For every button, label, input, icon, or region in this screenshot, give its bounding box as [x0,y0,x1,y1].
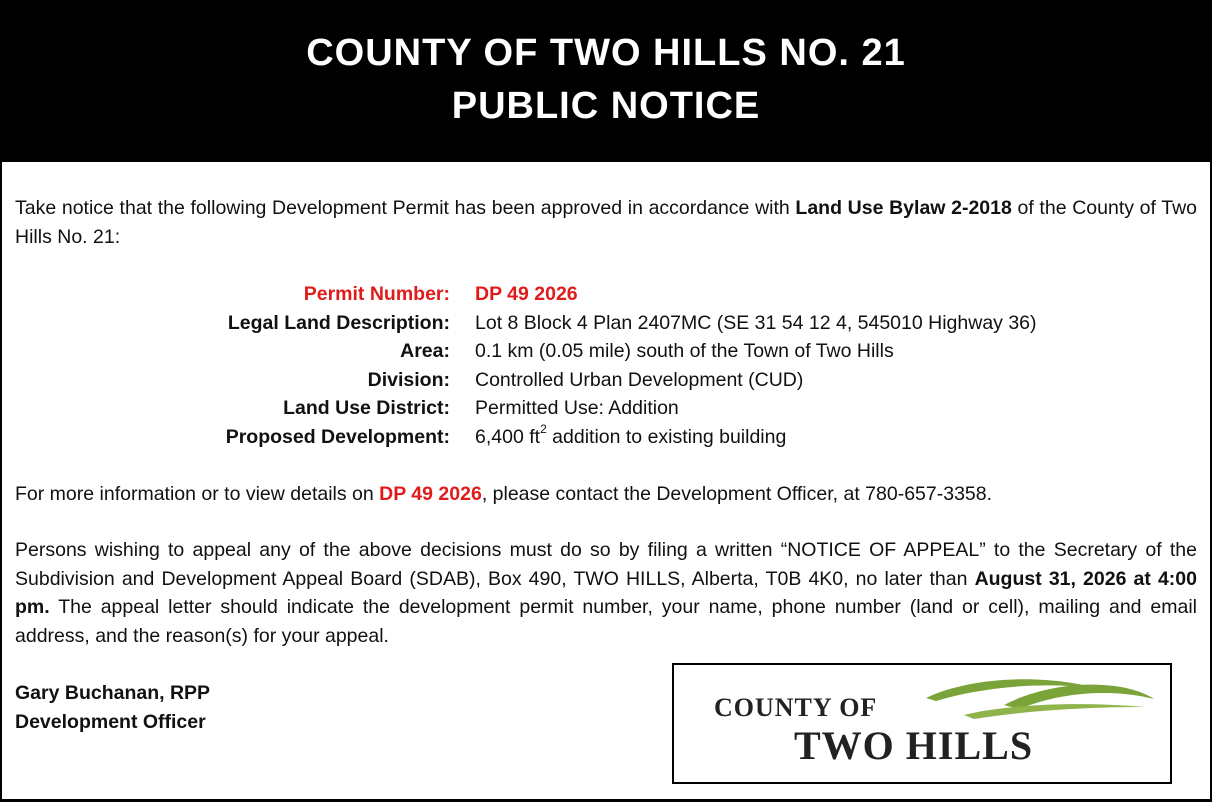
division-value: Controlled Urban Development (CUD) [475,368,804,391]
proposed-development-label: Proposed Development: [225,425,450,448]
proposed-description: addition to existing building [546,425,787,448]
notice-header [0,0,1212,162]
logo-county-of: COUNTY OF [714,693,878,722]
intro-text-1: Take notice that the following Development Permit has been approved in accordance with [15,197,796,219]
header-subtitle: PUBLIC NOTICE [451,85,761,127]
intro-paragraph [15,194,1197,251]
land-use-district-label: Land Use District: [283,397,450,419]
legal-description-label: Legal Land Description: [227,311,450,334]
info-paragraph [15,480,1197,509]
permit-number-value: DP 49 2026 [475,283,578,305]
signature-name: Gary Buchanan, RPP [15,682,211,704]
division-label: Division: [367,368,450,391]
area-value: 0.1 km (0.05 mile) south of the Town of Two Hills [475,340,894,362]
logo-two-hills: TWO HILLS [794,723,1034,768]
appeal-deadline: August 31, 2026 at 4:00 pm. [15,567,1197,618]
proposed-development-value [475,423,786,452]
county-logo [672,663,1172,784]
proposed-area: 6,400 ft [475,425,541,448]
info-permit-number: DP 49 2026 [379,483,482,505]
permit-number-label: Permit Number: [303,283,450,305]
intro-text-2: of the County of Two Hills No. 21: [15,197,1197,248]
info-text-2: , please contact the Development Officer, at 780-657-3358. [481,483,993,505]
land-use-district-value: Permitted Use: Addition [475,397,679,419]
signature-title: Development Officer [15,711,206,733]
appeal-paragraph [15,536,1197,650]
area-label: Area: [400,340,450,362]
legal-description-value: Lot 8 Block 4 Plan 2407MC (SE 31 54 12 4, 545010 Highway 36) [475,311,1037,334]
bylaw-reference: Land Use Bylaw 2-2018 [795,197,1012,219]
proposed-area-unit-exponent: 2 [540,422,547,436]
appeal-text-1: Persons wishing to appeal any of the above decisions must do so by filing a written “NOTICE OF APPEAL” to the Secretary of the Subdivision and Development Appeal Board (SDAB), Box 490, TWO HILLS, Alberta, T0B 4K0, no later than [15,539,1197,590]
header-title: COUNTY OF TWO HILLS NO. 21 [306,32,906,74]
info-text-1: For more information or to view details on [15,483,380,505]
appeal-text-2: The appeal letter should indicate the development permit number, your name, phone number (land or cell), mailing and email address, and the reason(s) for your appeal. [15,596,1197,647]
